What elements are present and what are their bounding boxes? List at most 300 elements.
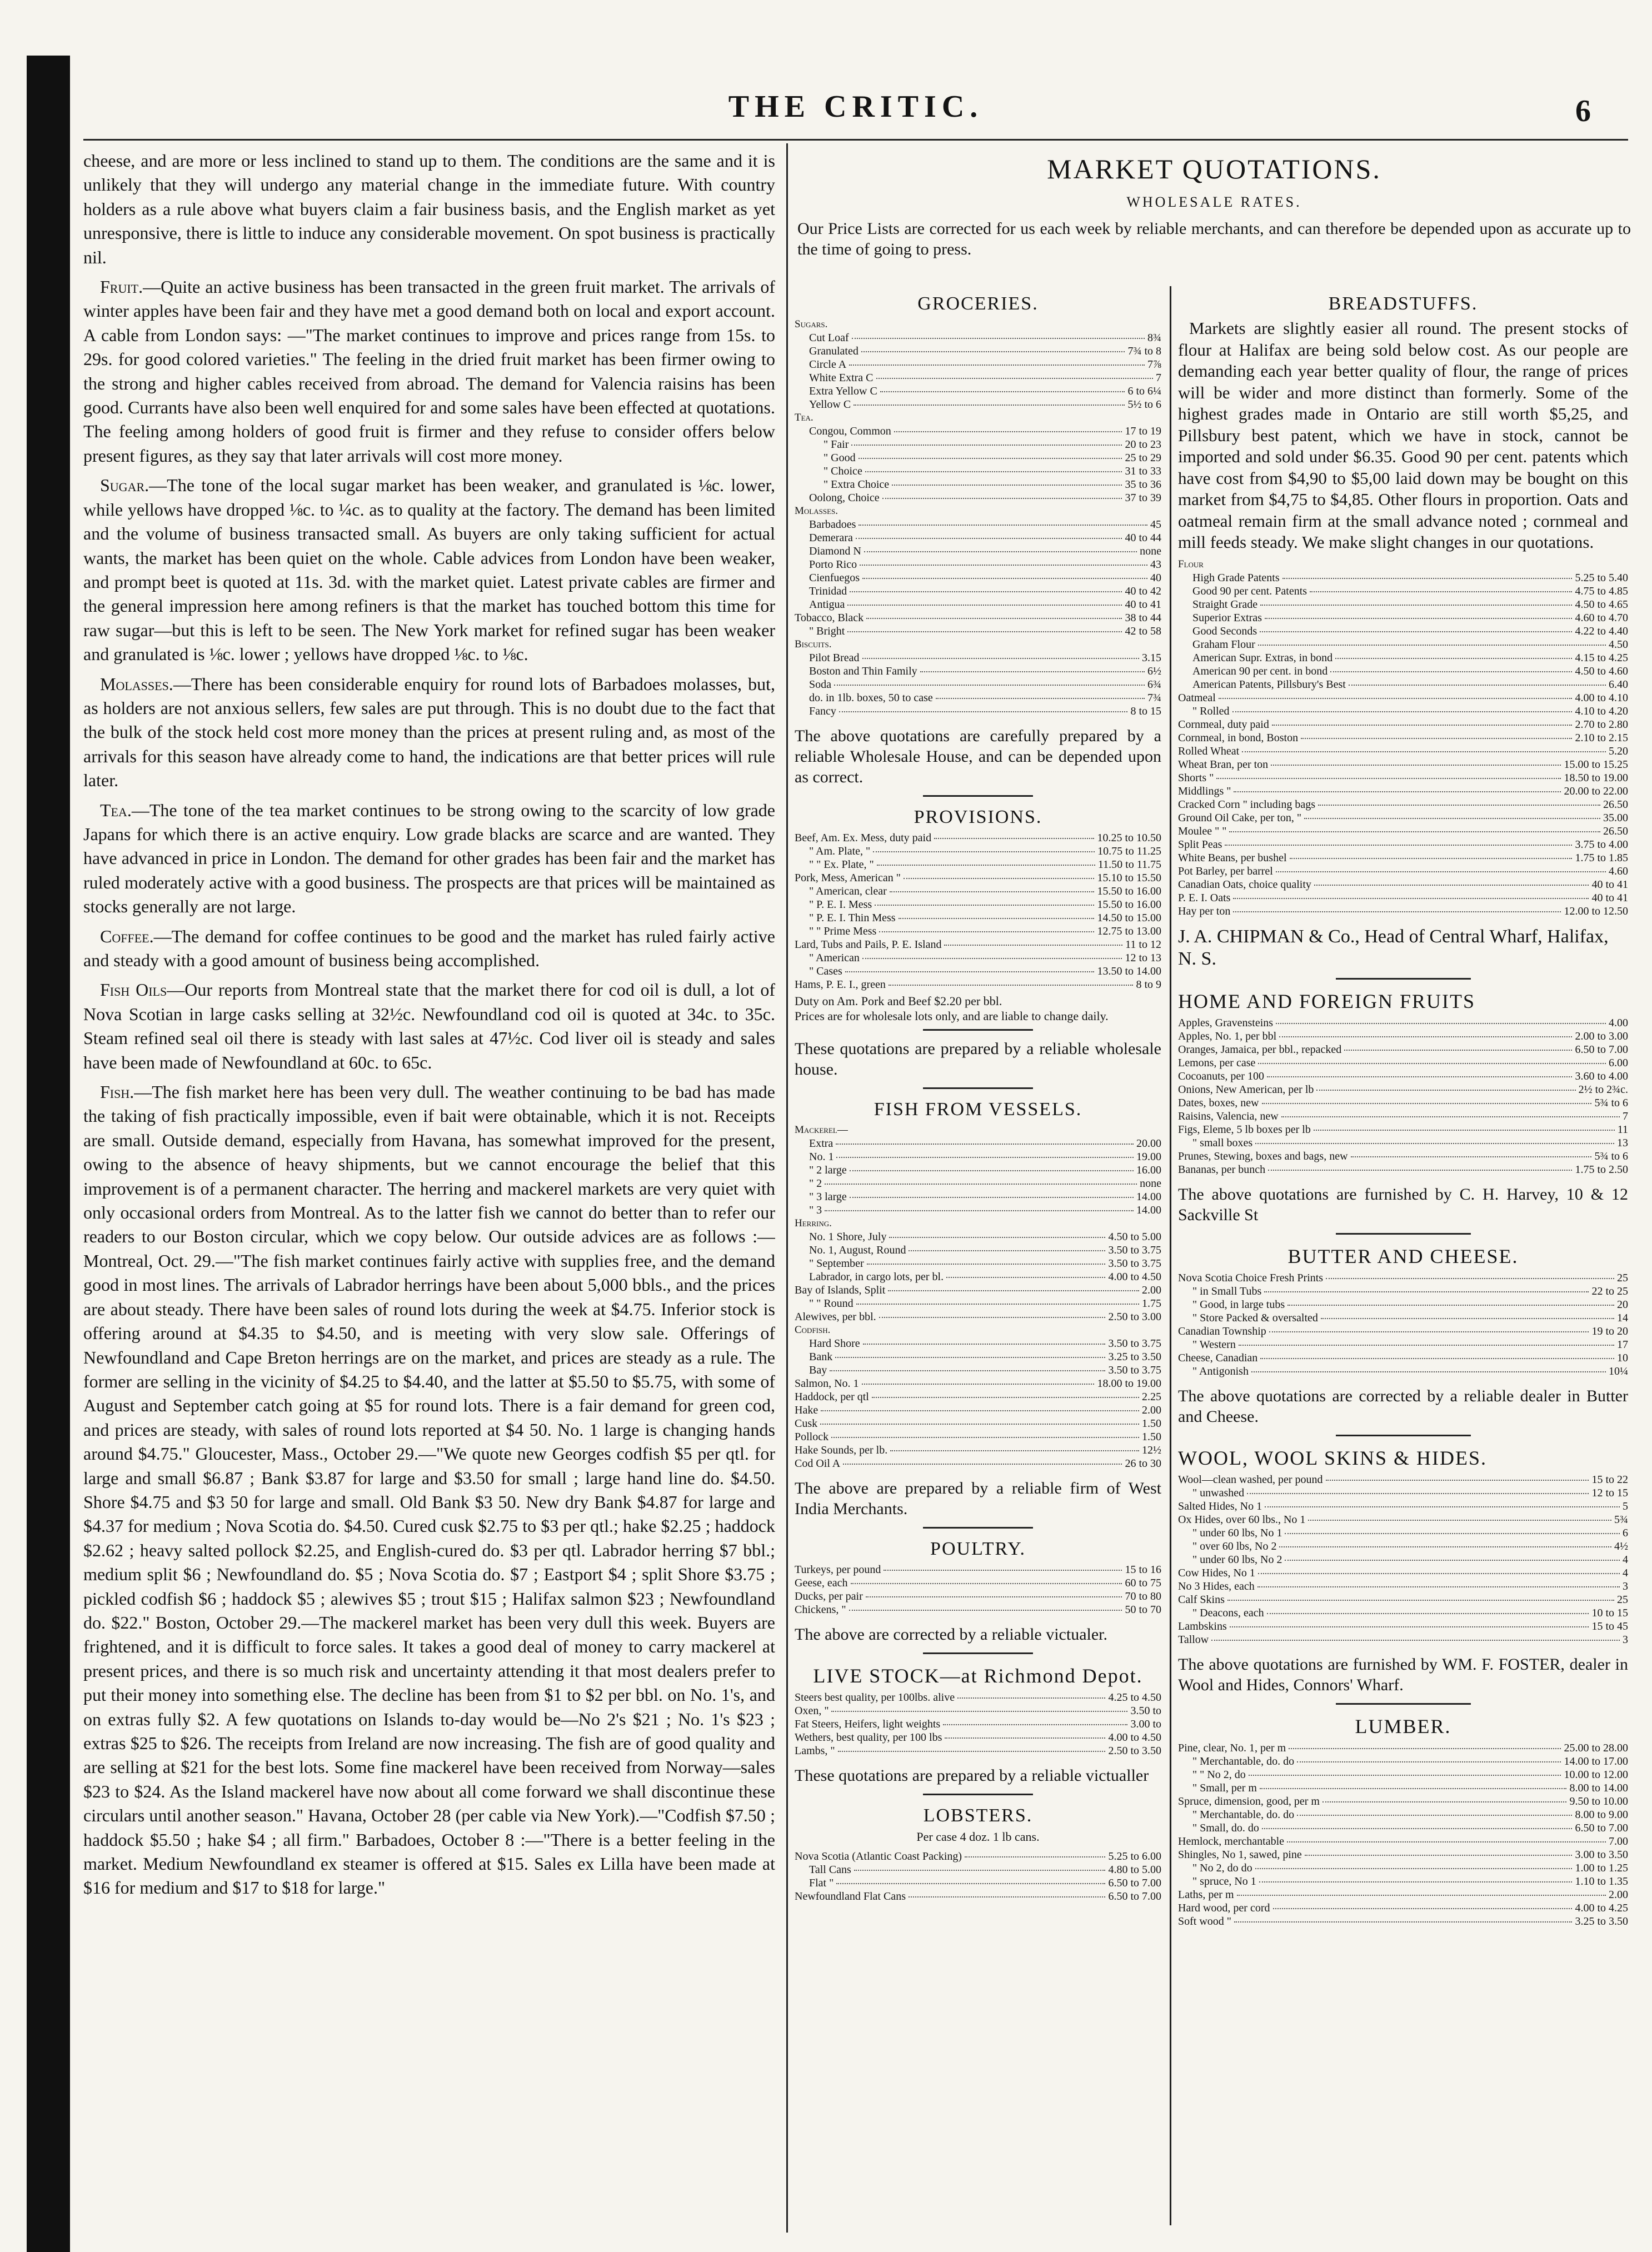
- price-label: Cienfuegos: [809, 572, 860, 584]
- price-value: 18.50 to 19.00: [1564, 771, 1628, 784]
- price-label: Wethers, best quality, per 100 lbs: [795, 1731, 942, 1744]
- price-row: [795, 978, 1161, 991]
- price-label: Shingles, No 1, sawed, pine: [1178, 1848, 1302, 1861]
- price-value: 12.00 to 12.50: [1564, 905, 1628, 917]
- leader-dots: [1257, 1586, 1620, 1587]
- price-row: [795, 571, 1161, 585]
- leader-dots: [1314, 1130, 1615, 1131]
- report-paragraph: [83, 925, 775, 973]
- price-value: 43: [1150, 558, 1161, 571]
- leader-dots: [830, 1370, 1105, 1371]
- price-value: 20.00: [1136, 1137, 1161, 1150]
- price-label: Canadian Township: [1178, 1325, 1266, 1337]
- leader-dots: [875, 905, 1094, 906]
- leader-dots: [866, 618, 1122, 619]
- price-label: Pork, Mess, American ": [795, 872, 901, 884]
- leader-dots: [1242, 751, 1606, 752]
- leader-dots: [1258, 1573, 1620, 1574]
- price-row: [795, 518, 1161, 531]
- price-row: [1178, 1526, 1628, 1540]
- price-row: [795, 358, 1161, 371]
- leader-dots: [894, 431, 1122, 432]
- price-row: [795, 491, 1161, 505]
- price-label: Molasses.: [795, 505, 838, 517]
- leader-dots: [1262, 1828, 1573, 1829]
- price-row: [795, 438, 1161, 451]
- price-row: [795, 1150, 1161, 1164]
- leader-dots: [856, 1304, 1139, 1305]
- leader-dots: [1273, 1908, 1573, 1909]
- price-value: 2½ to 2¾c.: [1578, 1083, 1628, 1096]
- leader-dots: [1310, 591, 1572, 592]
- leader-dots: [1247, 1493, 1589, 1494]
- price-label: American Patents, Pillsbury's Best: [1192, 678, 1346, 691]
- leader-dots: [1322, 1801, 1566, 1802]
- price-value: 1.75 to 1.85: [1575, 851, 1628, 864]
- price-value: 5¾: [1614, 1513, 1628, 1526]
- price-row: [795, 1744, 1161, 1757]
- price-row: [795, 898, 1161, 911]
- price-label: Good Seconds: [1192, 625, 1257, 637]
- price-row: [795, 1310, 1161, 1324]
- price-row: [795, 885, 1161, 898]
- price-value: 3.50 to 3.75: [1108, 1244, 1161, 1256]
- price-label: " small boxes: [1192, 1136, 1253, 1149]
- price-row: [795, 331, 1161, 344]
- price-label: Lambs, ": [795, 1745, 835, 1757]
- price-label: Apples, No. 1, per bbl: [1178, 1030, 1277, 1042]
- price-row: [1178, 571, 1628, 585]
- poultry-title: POULTRY.: [930, 1539, 1026, 1559]
- price-value: 3.00 to: [1130, 1718, 1161, 1730]
- fish-vessels-table: [795, 1123, 1161, 1470]
- provisions-title: PROVISIONS.: [914, 807, 1042, 827]
- leader-dots: [839, 711, 1128, 712]
- leader-dots: [862, 578, 1147, 579]
- price-row: [795, 1350, 1161, 1364]
- price-value: 4.80 to 5.00: [1108, 1864, 1161, 1876]
- price-row: [1178, 1540, 1628, 1553]
- price-row: [795, 1217, 1161, 1230]
- price-label: Cut Loaf: [809, 332, 849, 344]
- leader-dots: [872, 1397, 1139, 1398]
- leader-dots: [889, 985, 1134, 986]
- fruits-table: [1178, 1016, 1628, 1176]
- price-value: 11.50 to 11.75: [1097, 858, 1161, 871]
- price-value: 4: [1623, 1566, 1628, 1579]
- price-label: Moulee " ": [1178, 825, 1227, 837]
- price-label: No. 1 Shore, July: [809, 1231, 887, 1243]
- price-row: [795, 1244, 1161, 1257]
- masthead-title: THE CRITIC.: [728, 89, 984, 124]
- price-value: 14.50 to 15.00: [1097, 912, 1161, 924]
- divider: [923, 1087, 1033, 1089]
- price-row: [1178, 1325, 1628, 1338]
- leader-dots: [1316, 1090, 1575, 1091]
- price-value: 42 to 58: [1125, 625, 1161, 637]
- leader-dots: [1326, 1278, 1614, 1279]
- provisions-note: These quotations are prepared by a reliable wholesale house.: [795, 1040, 1161, 1078]
- price-label: Hake Sounds, per lb.: [795, 1444, 888, 1456]
- price-row: [1178, 1043, 1628, 1056]
- column-rule-right: [1170, 286, 1171, 2225]
- price-row: [795, 344, 1161, 358]
- price-label: Pot Barley, per barrel: [1178, 865, 1273, 877]
- leader-dots: [1267, 1076, 1572, 1077]
- leader-dots: [1305, 1855, 1573, 1856]
- price-label: Oxen, ": [795, 1705, 829, 1717]
- leader-dots: [1255, 1868, 1573, 1869]
- price-value: 15 to 16: [1125, 1564, 1161, 1576]
- price-row: [795, 831, 1161, 845]
- price-label: Rolled Wheat: [1178, 745, 1240, 757]
- divider: [1336, 1233, 1471, 1235]
- price-value: 5.25 to 6.00: [1108, 1850, 1161, 1862]
- leader-dots: [866, 1596, 1122, 1597]
- price-row: [1178, 1861, 1628, 1875]
- price-row: [795, 1297, 1161, 1310]
- price-row: [795, 1190, 1161, 1204]
- price-value: 3: [1623, 1580, 1628, 1592]
- price-row: [1178, 1030, 1628, 1043]
- price-value: 38 to 44: [1125, 612, 1161, 624]
- price-label: " " No 2, do: [1192, 1768, 1246, 1781]
- leader-dots: [1282, 578, 1573, 579]
- leader-dots: [843, 1464, 1122, 1465]
- price-value: 40 to 41: [1591, 878, 1628, 891]
- leader-dots: [862, 1384, 1095, 1385]
- price-label: Salted Hides, No 1: [1178, 1500, 1262, 1512]
- price-label: do. in 1lb. boxes, 50 to case: [809, 692, 933, 704]
- price-value: 4.00 to 4.25: [1575, 1901, 1628, 1914]
- price-value: 4.60: [1609, 865, 1628, 877]
- price-row: [1178, 1271, 1628, 1285]
- price-row: [795, 451, 1161, 465]
- price-row: [795, 1137, 1161, 1150]
- price-label: Porto Rico: [809, 558, 857, 571]
- price-row: [795, 925, 1161, 938]
- price-label: Bay: [809, 1364, 827, 1376]
- price-value: 8 to 15: [1130, 705, 1161, 717]
- price-label: Mackerel—: [795, 1124, 848, 1136]
- leader-dots: [889, 1237, 1105, 1238]
- price-value: 6.00: [1609, 1056, 1628, 1069]
- price-row: [1178, 878, 1628, 891]
- leader-dots: [831, 1437, 1139, 1438]
- price-value: 25 to 29: [1125, 452, 1161, 464]
- market-column-middle: [795, 283, 1161, 2239]
- leader-dots: [1219, 698, 1573, 699]
- price-label: Haddock, per qtl: [795, 1391, 869, 1403]
- price-label: Cheese, Canadian: [1178, 1351, 1258, 1364]
- price-label: Hams, P. E. I., green: [795, 978, 886, 991]
- leader-dots: [1225, 845, 1572, 846]
- report-paragraph: [83, 473, 775, 666]
- price-value: 2.00: [1142, 1404, 1161, 1416]
- paragraph-text: —The tone of the tea market continues to be strong owing to the scarcity of low grade Japans for which there is an active enquiry. Low grade blacks are scarce and are wanted. They have advanced in price in London. The demand for other grades has been fair and the market has ruled moderately active with a good business. The prospects are that prices will be maintained as stocks generally are not large.: [83, 800, 775, 917]
- price-label: Yellow C: [809, 398, 851, 411]
- price-value: 10.25 to 10.50: [1097, 832, 1161, 844]
- price-value: 4.60 to 4.70: [1575, 611, 1628, 624]
- price-label: Soft wood ": [1178, 1915, 1231, 1928]
- price-row: [1178, 1285, 1628, 1298]
- price-row: [795, 1284, 1161, 1297]
- price-row: [1178, 1901, 1628, 1915]
- price-label: " American: [809, 952, 860, 964]
- price-row: [795, 691, 1161, 705]
- price-value: 13.50 to 14.00: [1097, 965, 1161, 977]
- price-value: 4.50 to 4.60: [1575, 665, 1628, 677]
- price-row: [1178, 905, 1628, 918]
- price-label: " Small, do. do: [1192, 1821, 1259, 1834]
- price-label: Hard wood, per cord: [1178, 1901, 1270, 1914]
- price-label: Wool—clean washed, per pound: [1178, 1473, 1323, 1486]
- price-row: [795, 1177, 1161, 1190]
- price-row: [795, 425, 1161, 438]
- leader-dots: [1279, 1036, 1572, 1037]
- leader-dots: [879, 1317, 1106, 1318]
- price-row: [795, 858, 1161, 871]
- price-label: High Grade Patents: [1192, 571, 1280, 584]
- leader-dots: [936, 698, 1145, 699]
- market-intro: Our Price Lists are corrected for us each week by reliable merchants, and can therefore be depended upon as accurate up to the time of going to press.: [797, 219, 1631, 258]
- leader-dots: [882, 498, 1122, 499]
- butter-title: BUTTER AND CHEESE.: [1287, 1245, 1519, 1267]
- price-value: 2.00: [1142, 1284, 1161, 1296]
- price-value: 1.50: [1142, 1417, 1161, 1430]
- price-value: 4.00 to 4.50: [1108, 1731, 1161, 1744]
- price-value: 15.50 to 16.00: [1097, 898, 1161, 911]
- price-label: Biscuits.: [795, 638, 832, 650]
- price-label: Lemons, per case: [1178, 1056, 1256, 1069]
- price-row: [1178, 838, 1628, 851]
- price-label: American 90 per cent. in bond: [1192, 665, 1328, 677]
- leader-dots: [861, 351, 1125, 352]
- price-label: Circle A: [809, 358, 847, 371]
- divider: [1336, 978, 1471, 980]
- price-label: Trinidad: [809, 585, 847, 597]
- price-row: [795, 411, 1161, 425]
- price-row: [1178, 638, 1628, 651]
- price-row: [795, 938, 1161, 951]
- leader-dots: [1227, 1600, 1614, 1601]
- price-value: 37 to 39: [1125, 492, 1161, 504]
- price-label: Salmon, No. 1: [795, 1377, 859, 1390]
- leader-dots: [1290, 858, 1573, 859]
- leader-dots: [1267, 1613, 1589, 1614]
- leader-dots: [1308, 1520, 1611, 1521]
- price-row: [1178, 1781, 1628, 1795]
- price-row: [795, 678, 1161, 691]
- price-value: 7¾ to 8: [1127, 345, 1161, 357]
- price-value: 1.10 to 1.35: [1575, 1875, 1628, 1888]
- price-value: 8¾: [1147, 332, 1161, 344]
- price-row: [1178, 1338, 1628, 1351]
- leader-dots: [1260, 1358, 1614, 1359]
- leader-dots: [854, 1870, 1106, 1871]
- divider: [1336, 1435, 1471, 1436]
- price-value: 6.50 to 7.00: [1575, 1043, 1628, 1056]
- price-row: [1178, 1486, 1628, 1500]
- price-value: 6¾: [1147, 678, 1161, 691]
- column-rule-left: [786, 143, 788, 2233]
- leader-dots: [851, 445, 1122, 446]
- price-label: " 2 large: [809, 1164, 847, 1176]
- paragraph-text: —The tone of the local sugar market has been weaker, and granulated is ⅛c. lower, while yellows have dropped ⅛c. to ¼c. as to quality at the factory. The demand has been limited and the volume of business transacted small. As buyers are only taking sufficient for actual wants, the market has been quiet on the whole. Cable advices from London have been weaker, and prompt beet is quoted at 11s. 3d. with the market quiet. Latest private cables are firmer and the general impression here among refiners is that the market has touched bottom this time for raw sugar—but this is left to be seen. The New York market for refined sugar has been weaker and granulated is ⅛c. lower ; yellows have dropped ⅛c. to ⅛c.: [83, 475, 775, 665]
- price-label: " " Prime Mess: [809, 925, 877, 937]
- divider: [923, 1029, 1033, 1031]
- price-label: Oolong, Choice: [809, 492, 880, 504]
- price-value: 10¼: [1609, 1365, 1628, 1377]
- live-stock-table: [795, 1691, 1161, 1757]
- price-row: [1178, 558, 1628, 571]
- groceries-note: The above quotations are carefully prepared by a reliable Wholesale House, and can be depended upon as correct.: [795, 727, 1161, 786]
- groceries-title: GROCERIES.: [917, 293, 1039, 314]
- price-row: [1178, 1056, 1628, 1070]
- price-label: Labrador, in cargo lots, per bl.: [809, 1271, 944, 1283]
- leader-dots: [934, 838, 1094, 839]
- price-row: [795, 1890, 1161, 1903]
- leader-dots: [835, 1357, 1105, 1358]
- price-value: 4.15 to 4.25: [1575, 651, 1628, 664]
- leader-dots: [1265, 1506, 1620, 1507]
- price-row: [795, 558, 1161, 571]
- price-value: 4.75 to 4.85: [1575, 585, 1628, 597]
- market-quotations-title: MARKET QUOTATIONS.: [1047, 153, 1381, 184]
- price-value: 3.25 to 3.50: [1108, 1351, 1161, 1363]
- price-row: [795, 911, 1161, 925]
- leader-dots: [944, 945, 1122, 946]
- price-row: [1178, 651, 1628, 665]
- price-label: American Supr. Extras, in bond: [1192, 651, 1333, 664]
- leader-dots: [859, 458, 1122, 459]
- price-label: Prunes, Stewing, boxes and bags, new: [1178, 1150, 1348, 1162]
- price-label: Raisins, Valencia, new: [1178, 1110, 1279, 1122]
- price-label: Bananas, per bunch: [1178, 1163, 1266, 1176]
- price-value: 40 to 44: [1125, 532, 1161, 544]
- price-value: 6: [1623, 1526, 1628, 1539]
- price-row: [1178, 598, 1628, 611]
- price-value: 6.40: [1609, 678, 1628, 691]
- price-label: Hake: [795, 1404, 818, 1416]
- price-label: Geese, each: [795, 1577, 848, 1589]
- price-value: 13: [1617, 1136, 1628, 1149]
- price-value: 31 to 33: [1125, 465, 1161, 477]
- price-row: [795, 665, 1161, 678]
- price-value: 2.10 to 2.15: [1575, 731, 1628, 744]
- price-row: [795, 465, 1161, 478]
- breadstuffs-table: [1178, 558, 1628, 918]
- price-label: " No 2, do do: [1192, 1861, 1252, 1874]
- price-label: Chickens, ": [795, 1604, 846, 1616]
- price-label: Oranges, Jamaica, per bbl., repacked: [1178, 1043, 1342, 1056]
- leader-dots: [888, 1290, 1139, 1291]
- price-row: [795, 1576, 1161, 1590]
- price-row: [1178, 1150, 1628, 1163]
- price-label: " unwashed: [1192, 1486, 1245, 1499]
- price-row: [795, 1270, 1161, 1284]
- price-label: " under 60 lbs, No 1: [1192, 1526, 1282, 1539]
- paragraph-text: cheese, and are more or less inclined to stand up to them. The conditions are the same and it is unlikely that they will undergo any material change in the immediate future. With country holders as a rule above what buyers claim a fair business basis, and the English market as yet unresponsive, there is little to induce any considerable movement. On spot business is practically nil.: [83, 151, 775, 267]
- price-label: Cornmeal, in bond, Boston: [1178, 731, 1299, 744]
- price-row: [1178, 758, 1628, 771]
- price-label: Soda: [809, 678, 831, 691]
- paragraph-lead: Fish.: [100, 1082, 134, 1102]
- price-row: [795, 625, 1161, 638]
- price-value: 2.50 to 3.00: [1108, 1311, 1161, 1323]
- price-value: 3.00 to 3.50: [1575, 1848, 1628, 1861]
- price-value: 17: [1617, 1338, 1628, 1351]
- price-label: " Merchantable, do. do: [1192, 1755, 1295, 1767]
- price-row: [795, 1390, 1161, 1404]
- price-value: 4.00 to 4.10: [1575, 691, 1628, 704]
- leader-dots: [859, 525, 1147, 526]
- price-row: [795, 1563, 1161, 1576]
- price-row: [1178, 891, 1628, 905]
- leader-dots: [825, 1210, 1134, 1211]
- price-value: 1.50: [1142, 1431, 1161, 1443]
- price-label: Extra Yellow C: [809, 385, 877, 397]
- price-row: [795, 1364, 1161, 1377]
- price-value: 7⅞: [1147, 358, 1161, 371]
- leader-dots: [849, 364, 1145, 366]
- paragraph-text: —Our reports from Montreal state that the market there for cod oil is dull, a lot of Nova Scotian in large casks selling at 32½c. Newfoundland cod oil is quoted at 34c. to 35c. Steam refined seal oil there is steady with last sales at 47½c. Cod liver oil is steady and sales have been made of Newfoundland at 60c. to 65c.: [83, 980, 775, 1072]
- leader-dots: [854, 405, 1125, 406]
- price-label: Cod Oil A: [795, 1457, 841, 1470]
- price-row: [1178, 1136, 1628, 1150]
- market-column-right: [1178, 283, 1628, 2239]
- price-value: 35 to 36: [1125, 478, 1161, 491]
- price-row: [795, 965, 1161, 978]
- price-value: 40 to 41: [1125, 598, 1161, 611]
- price-label: " over 60 lbs, No 2: [1192, 1540, 1277, 1552]
- price-value: 7: [1156, 372, 1161, 384]
- leader-dots: [864, 551, 1137, 552]
- lumber-title: LUMBER.: [1355, 1715, 1451, 1737]
- price-value: 5.20: [1609, 745, 1628, 757]
- price-label: Straight Grade: [1192, 598, 1258, 611]
- price-value: 3.60 to 4.00: [1575, 1070, 1628, 1082]
- leader-dots: [1260, 605, 1572, 606]
- price-value: 3: [1623, 1633, 1628, 1646]
- price-row: [1178, 1620, 1628, 1633]
- price-label: Antigua: [809, 598, 845, 611]
- price-label: Graham Flour: [1192, 638, 1255, 651]
- price-row: [1178, 1915, 1628, 1928]
- price-label: Tobacco, Black: [795, 612, 864, 624]
- divider: [923, 1527, 1033, 1529]
- leader-dots: [1287, 1305, 1614, 1306]
- price-row: [1178, 1593, 1628, 1606]
- lumber-table: [1178, 1741, 1628, 1928]
- price-value: 6 to 6¼: [1127, 385, 1161, 397]
- price-row: [795, 1404, 1161, 1417]
- price-row: [1178, 705, 1628, 718]
- butter-table: [1178, 1271, 1628, 1378]
- leader-dots: [890, 891, 1095, 892]
- price-row: [1178, 1848, 1628, 1861]
- price-row: [1178, 1351, 1628, 1365]
- report-paragraph: [83, 1080, 775, 1900]
- leader-dots: [1318, 805, 1600, 806]
- price-label: Hemlock, merchantable: [1178, 1835, 1285, 1847]
- price-label: " Small, per m: [1192, 1781, 1257, 1794]
- price-label: Nova Scotia (Atlantic Coast Packing): [795, 1850, 962, 1862]
- leader-dots: [1239, 1345, 1614, 1346]
- price-row: [1178, 1795, 1628, 1808]
- leader-dots: [1279, 1546, 1611, 1547]
- price-row: [1178, 1755, 1628, 1768]
